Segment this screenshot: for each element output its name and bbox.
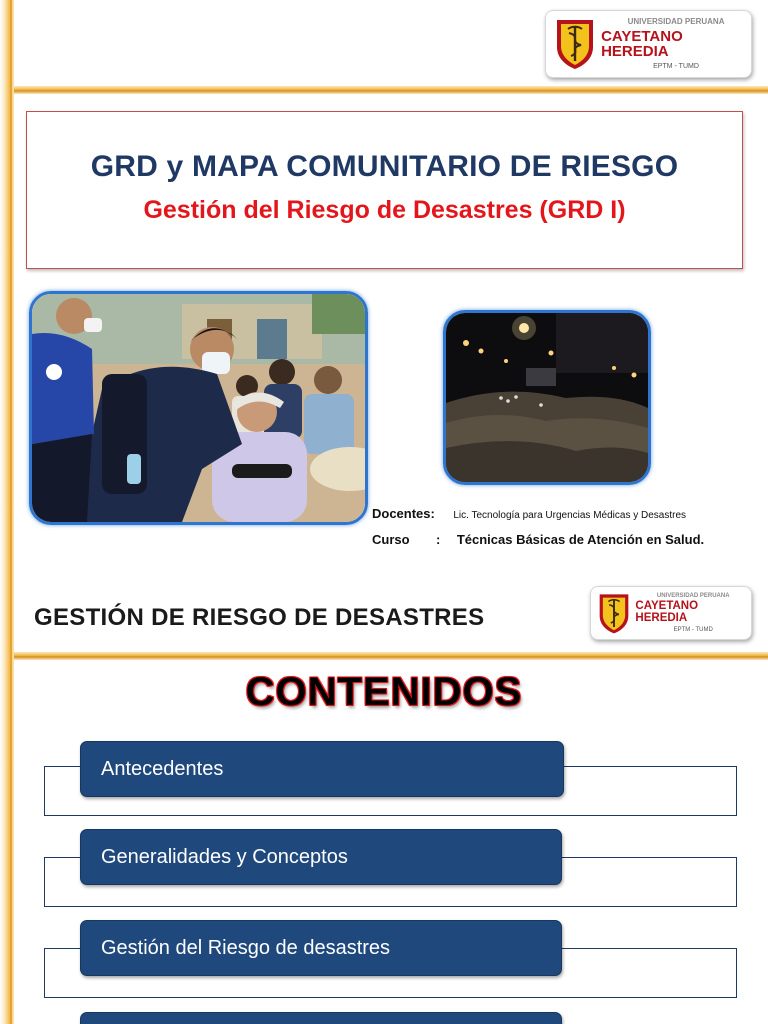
logo-line2: CAYETANO HEREDIA — [601, 28, 683, 60]
gold-divider — [14, 652, 768, 660]
left-accent-bar — [0, 578, 14, 1024]
docentes-label: Docentes: — [372, 506, 435, 521]
page-subtitle: Gestión del Riesgo de Desastres (GRD I) — [143, 196, 626, 224]
university-logo — [590, 586, 752, 640]
docentes-row — [372, 505, 686, 523]
docentes-value: Lic. Tecnología para Urgencias Médicas y Desastres — [453, 510, 687, 521]
caduceus-shield-icon — [554, 16, 595, 72]
list-item[interactable]: Generalidades y Conceptos — [80, 829, 562, 885]
page-title: GRD y MAPA COMUNITARIO DE RIESGO — [90, 150, 679, 183]
title-box — [26, 111, 743, 269]
slide-contents — [0, 578, 768, 1024]
logo-line1: UNIVERSIDAD PERUANA — [627, 17, 725, 26]
university-logo — [545, 10, 752, 78]
gold-divider — [14, 86, 768, 94]
logo-line3: EPTM - TUMD — [653, 63, 699, 70]
list-item-partial[interactable] — [80, 1012, 562, 1024]
photo-night-landslide — [443, 310, 651, 485]
left-accent-bar — [0, 0, 14, 578]
section-heading: GESTIÓN DE RIESGO DE DESASTRES — [34, 604, 485, 631]
curso-label: Curso — [372, 532, 410, 547]
curso-row — [372, 531, 704, 549]
logo-line1: UNIVERSIDAD PERUANA — [656, 593, 730, 599]
curso-separator: : — [436, 532, 441, 547]
logo-line3: EPTM - TUMD — [673, 627, 713, 633]
photo-medical-care — [29, 291, 368, 525]
list-item[interactable]: Gestión del Riesgo de desastres — [80, 920, 562, 976]
logo-line2: CAYETANO HEREDIA — [635, 600, 699, 624]
list-item[interactable]: Antecedentes — [80, 741, 564, 797]
contents-title: CONTENIDOS — [245, 670, 523, 714]
caduceus-shield-icon — [597, 590, 630, 636]
curso-value: Técnicas Básicas de Atención en Salud. — [456, 532, 705, 547]
